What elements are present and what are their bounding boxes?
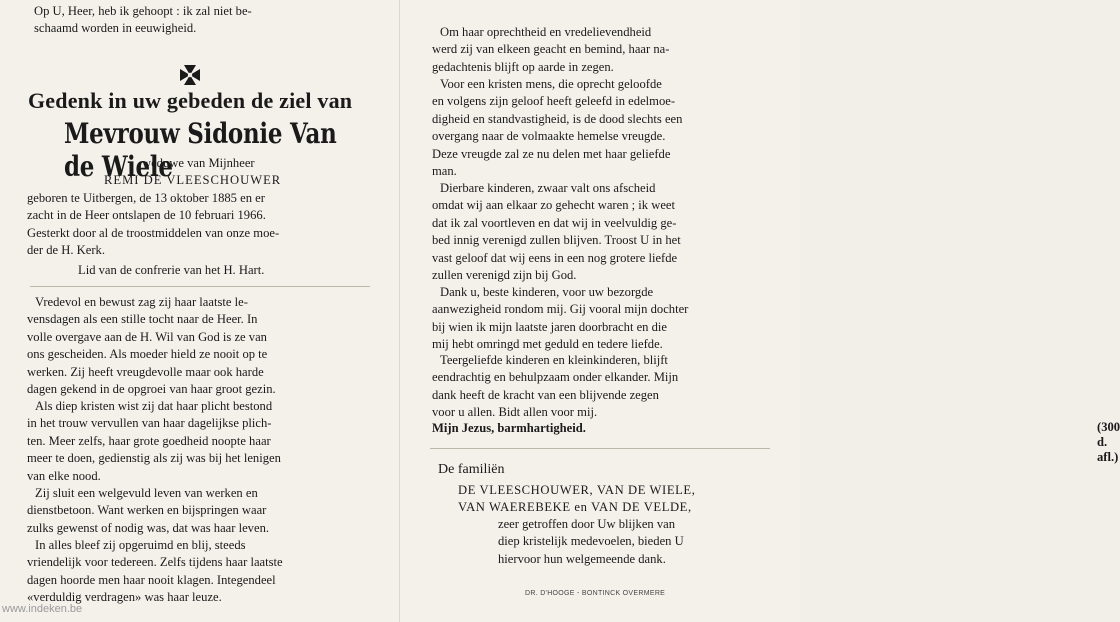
right-panel [400,0,1120,622]
deceased-name: Mevrouw Sidonie Van de Wiele [64,117,337,183]
right-paragraph-2: Voor een kristen mens, die oprecht geloofde en volgens zijn geloof heeft geleefd in edelmoe- digheid en standvastigheid, is de dood slechts een overgang naar de volmaakte hemelse vreugde. Deze vreugde zal ze nu delen met haar geliefde man. [432,77,683,179]
families-heading: De familiën [438,462,505,477]
widow-line: weduwe van Mijnheer [142,156,255,170]
left-panel [0,0,400,622]
memorial-title: Gedenk in uw gebeden de ziel van [28,88,353,113]
husband-name: REMI DE VLEESCHOUWER [104,173,282,187]
paragraph-2: Als diep kristen wist zij dat haar plicht bestond in het trouw vervullen van haar dagelijkse plich- ten. Meer zelfs, haar grote goedheid noopte haar meer te doen, gedienstig als zij was bij het lenigen van elke nood. [27,399,281,483]
confrerie-line: Lid van de confrerie van het H. Hart. [78,263,265,277]
right-paragraph-3: Dierbare kinderen, zwaar valt ons afscheid omdat wij aan elkaar zo gehecht waren ; ik weet dat ik zal voortleven en dat wij in veelvuldig ge- bed innig verenigd zullen blijven. Troost U in het vast geloof dat wij eens in een nog grotere liefde zullen verenigd zijn bij God. [432,181,681,283]
cross-pattee-icon [178,63,202,87]
thanks-note: zeer getroffen door Uw blijken van diep kristelijk medevoelen, bieden U hiervoor hun welgemeende dank. [498,517,684,566]
family-names: DE VLEESCHOUWER, VAN DE WIELE, VAN WAEREBEKE en VAN DE VELDE, [458,483,696,515]
site-watermark: www.indeken.be [2,603,83,615]
right-paragraph-4: Dank u, beste kinderen, voor uw bezorgde aanwezigheid rondom mij. Gij vooral mijn dochter bij wien ik mijn laatste jaren doorbracht en die mij hebt omringd met geduld en tedere liefde. [432,285,689,352]
right-paragraph-5: Teergeliefde kinderen en kleinkinderen, blijft eendrachtig en behulpzaam onder elkander. Mijn dank heeft de kracht van een blijvende zegen voor u allen. Bidt allen voor mij. [432,353,679,420]
printer-imprint: DR. D'HOOGE - BONTINCK OVERMERE [525,590,666,597]
closing-prayer: Mijn Jezus, barmhartigheid. [432,421,586,435]
indulgence: (300 d. afl.) [1097,420,1120,464]
divider [430,448,770,449]
paragraph-3: Zij sluit een welgevuld leven van werken en dienstbetoon. Want werken en bijspringen waar zulks gewenst of nodig was, dat was haar leven. [27,486,270,535]
biography: geboren te Uitbergen, de 13 oktober 1885 en er zacht in de Heer ontslapen de 10 februari 1966. Gesterkt door al de troostmiddelen van onze moe- der de H. Kerk. [27,191,280,258]
right-paragraph-1: Om haar oprechtheid en vredelievendheid werd zij van elkeen geacht en bemind, haar na- gedachtenis blijft op aarde in zegen. [432,25,670,74]
paragraph-4: In alles bleef zij opgeruimd en blij, steeds vriendelijk voor tedereen. Zelfs tijdens haar laatste dagen hoorde men haar nooit klagen. Integendeel «verduldig verdragen» was haar leuze. [27,538,283,605]
divider [30,286,370,287]
paragraph-1: Vredevol en bewust zag zij haar laatste le- vensdagen als een stille tocht naar de Heer. In volle overgave aan de H. Wil van God is ze van ons gescheiden. Als moeder hield ze nooit op te werken. Zij heeft vreugdevolle maar ook harde dagen gekend in de opgroei van haar groot gezin. [27,295,276,397]
epigraph: Op U, Heer, heb ik gehoopt : ik zal niet be- schaamd worden in eeuwigheid. [34,4,252,36]
